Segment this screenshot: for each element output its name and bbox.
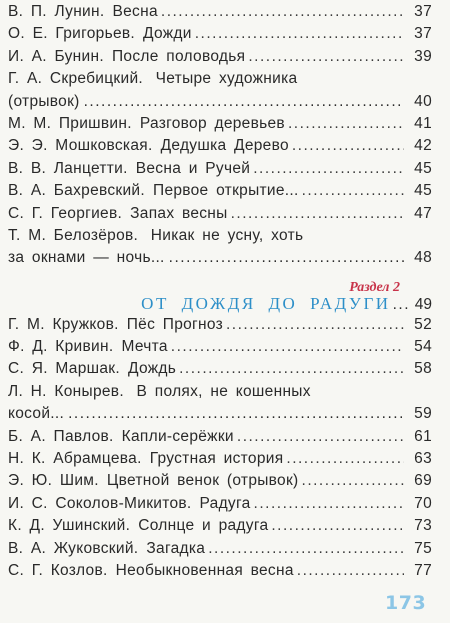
toc-author: Ф. Д. Кривин. — [8, 338, 114, 356]
toc-entry — [8, 540, 432, 562]
toc-author: В. П. Лунин. — [8, 3, 105, 20]
toc-author: С. Я. Маршак. — [8, 360, 120, 378]
toc-entry-continuation — [8, 93, 432, 115]
section-page: 49 — [414, 295, 432, 313]
toc-entry — [8, 517, 432, 539]
leader-dots — [226, 316, 404, 334]
toc-author: Э. Э. Мошковская. — [8, 137, 153, 155]
leader-dots — [84, 93, 404, 111]
toc-title: Мечта — [121, 338, 168, 356]
toc-author: С. Г. Козлов. — [8, 561, 108, 579]
toc-author: Т. М. Белозёров. — [8, 226, 139, 244]
toc-page: 42 — [414, 137, 432, 155]
toc-page: 61 — [414, 427, 432, 445]
toc-entry — [8, 137, 432, 159]
toc-page: 47 — [414, 204, 432, 222]
leader-dots — [253, 160, 404, 178]
leader-dots — [248, 48, 404, 66]
toc-title: Первое открытие... — [153, 182, 299, 200]
toc-title: Четыре художника — [155, 70, 298, 88]
section-heading — [8, 272, 432, 316]
leader-dots — [68, 405, 404, 423]
toc-entry-continuation — [8, 249, 432, 271]
leader-dots — [169, 249, 404, 267]
toc-author: И. С. Соколов-Микитов. — [8, 494, 192, 512]
toc-author: В. В. Ланцетти. — [8, 159, 128, 177]
toc-author: С. Г. Георгиев. — [8, 204, 123, 222]
section-title: ОТ ДОЖДЯ ДО РАДУГИ — [141, 293, 391, 313]
toc-entry — [8, 428, 432, 450]
toc-page: 37 — [414, 25, 432, 43]
toc-title: Грустная история — [149, 450, 284, 468]
toc-entry — [8, 495, 432, 517]
section-title-line — [8, 294, 432, 314]
toc-entry — [8, 3, 432, 25]
toc-author: Г. А. Скребицкий. — [8, 70, 144, 88]
toc-page: 37 — [414, 3, 432, 20]
toc-title: Дедушка Дерево — [160, 137, 289, 155]
section-label: Раздел 2 — [349, 279, 400, 295]
toc-page: 69 — [414, 472, 432, 490]
toc-title: Разговор деревьев — [139, 114, 285, 132]
toc-title: Никак не усну, хоть — [150, 226, 304, 244]
toc-page: 40 — [414, 92, 432, 110]
leader-dots — [302, 472, 404, 490]
toc-author: Б. А. Павлов. — [8, 427, 114, 445]
leader-dots — [297, 562, 404, 580]
toc-author: В. А. Жуковский. — [8, 539, 139, 557]
toc-title: Дождь — [127, 360, 177, 378]
toc-title-continuation: косой... — [8, 405, 65, 423]
toc-entry — [8, 472, 432, 494]
toc-title: Радуга — [199, 494, 251, 512]
toc-author: В. А. Бахревский. — [8, 182, 145, 200]
toc-title: Весна — [112, 3, 158, 20]
toc-entry — [8, 316, 432, 338]
leader-dots — [302, 182, 404, 200]
toc-author: О. Е. Григорьев. — [8, 25, 136, 43]
toc-page: 39 — [414, 47, 432, 65]
toc-page: 73 — [414, 517, 432, 535]
toc-entry — [8, 48, 432, 70]
toc-page: 52 — [414, 315, 432, 333]
leader-dots — [271, 517, 404, 535]
toc-page: 41 — [414, 114, 432, 132]
leader-dots — [195, 25, 404, 43]
toc-title: Дожди — [143, 25, 192, 43]
toc-entry — [8, 160, 432, 182]
toc-author: Л. Н. Конырев. — [8, 382, 124, 400]
toc-title: Капли-серёжки — [121, 427, 234, 445]
toc-entry-wrapped — [8, 227, 432, 249]
toc-title: Загадка — [146, 539, 206, 557]
toc-entry-continuation — [8, 405, 432, 427]
leader-dots — [179, 360, 404, 378]
leader-dots — [237, 428, 404, 446]
leader-dots: ... — [392, 295, 410, 313]
toc-page: 58 — [414, 360, 432, 378]
toc-entry — [8, 205, 432, 227]
toc-page: 59 — [414, 405, 432, 423]
leader-dots — [292, 137, 404, 155]
leader-dots — [254, 495, 404, 513]
toc-title: В полях, не кошенных — [136, 382, 311, 400]
toc-page: 45 — [414, 182, 432, 200]
toc-author: К. Д. Ушинский. — [8, 517, 131, 535]
toc-page: 54 — [414, 338, 432, 356]
toc-page: 63 — [414, 450, 432, 468]
toc-page: 75 — [414, 539, 432, 557]
toc-entry — [8, 450, 432, 472]
leader-dots — [288, 115, 404, 133]
toc-author: И. А. Бунин. — [8, 47, 104, 65]
leader-dots — [161, 3, 404, 21]
toc-author: М. М. Пришвин. — [8, 114, 132, 132]
toc-author: Н. К. Абрамцева. — [8, 450, 142, 468]
toc-page: 45 — [414, 159, 432, 177]
toc-page: 70 — [414, 494, 432, 512]
toc-entry — [8, 562, 432, 584]
toc-title: Солнце и радуга — [138, 517, 269, 535]
toc-title: Пёс Прогноз — [126, 315, 223, 333]
toc-entry — [8, 115, 432, 137]
leader-dots — [208, 540, 404, 558]
toc-entry — [8, 182, 432, 204]
toc-entry — [8, 25, 432, 47]
toc-title-continuation: за окнами — ночь... — [8, 249, 165, 267]
toc-title: Необыкновенная весна — [115, 561, 294, 579]
toc-entry — [8, 338, 432, 360]
leader-dots — [286, 450, 404, 468]
toc-page: 48 — [414, 249, 432, 267]
table-of-contents — [8, 3, 432, 584]
page-number: 173 — [385, 592, 427, 614]
toc-entry — [8, 360, 432, 382]
toc-page: 77 — [414, 561, 432, 579]
toc-author: Э. Ю. Шим. — [8, 472, 99, 490]
toc-title: После половодья — [111, 47, 246, 65]
toc-title-continuation: (отрывок) — [8, 92, 80, 110]
toc-author: Г. М. Кружков. — [8, 315, 119, 333]
toc-entry-wrapped — [8, 383, 432, 405]
leader-dots — [171, 338, 404, 356]
toc-title: Весна и Ручей — [135, 159, 251, 177]
leader-dots — [231, 205, 404, 223]
toc-title: Запах весны — [130, 204, 228, 222]
toc-entry-wrapped — [8, 70, 432, 92]
toc-title: Цветной венок (отрывок) — [106, 472, 299, 490]
